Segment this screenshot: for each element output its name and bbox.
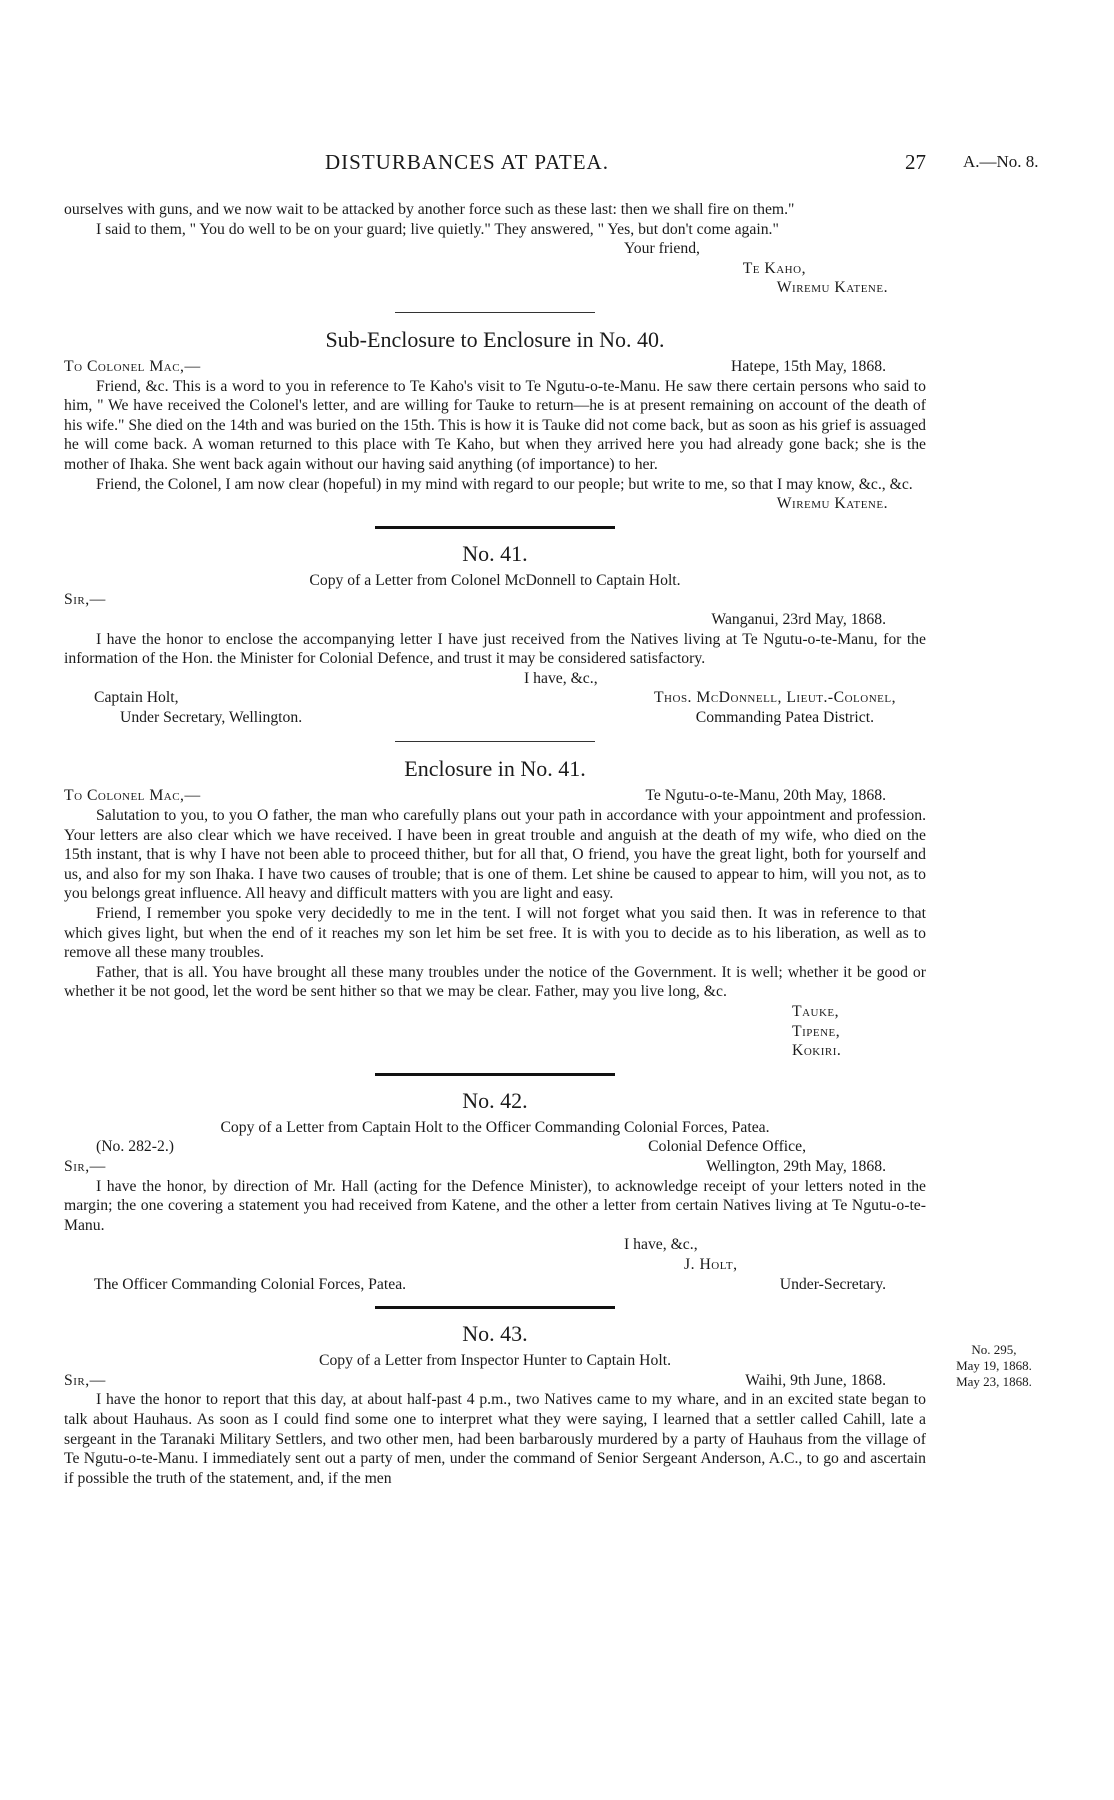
signature: Tipene, — [792, 1022, 841, 1040]
signature: Tauke, — [792, 1003, 840, 1020]
letter-subtitle: Copy of a Letter from Captain Holt to the Officer Commanding Colonial Forces, Patea. — [220, 1118, 770, 1136]
addressee-line: Captain Holt, — [94, 689, 179, 707]
signature: Thos. McDonnell, Lieut.-Colonel, — [653, 689, 896, 707]
signature: Te Kaho, — [742, 259, 806, 277]
letter-paragraph: I have the honor to report that this day, at about half-past 4 p.m., two Natives came to my whare, and in an excited state began to talk about Hauhaus. As soon as I could find some one to interpret what they were saying, I learned that a settler called Cahill, late a sergeant in the Taranaki Military Settlers, and two other men, had been barbarously murdered by a party of Hauhaus from the village of Te Ngutu-o-te-Manu. I immediately sent out a party of men, under the command of Senior Sergeant Anderson, A.C., to go and ascertain if possible the truth of the statement, and, if the men — [64, 1391, 926, 1487]
running-title: DISTURBANCES AT PATEA. — [325, 150, 609, 174]
closing-line: I have, &c., — [624, 1236, 698, 1254]
signature: Wiremu Katene. — [776, 495, 888, 513]
letter-header-row — [64, 1137, 926, 1157]
signature-row — [64, 1275, 926, 1295]
salutation: Sir,— — [64, 1157, 106, 1175]
sender-title: Commanding Patea District. — [695, 708, 874, 726]
signature: Kokiri. — [792, 1042, 842, 1060]
signature-row — [64, 688, 926, 708]
salutation: Sir,— — [64, 591, 106, 609]
letter-paragraph: Father, that is all. You have brought all these many troubles under the notice of the Government. It is well; whether it be good or whether it be not good, let the word be sent hither so that we may be clear. Father, may you live long, &c. — [64, 963, 926, 1001]
letter-number-heading: No. 41. — [462, 540, 528, 566]
page-number: 27 — [905, 150, 926, 174]
place-date: Te Ngutu-o-te-Manu, 20th May, 1868. — [645, 787, 886, 805]
addressee-line: Under Secretary, Wellington. — [120, 708, 303, 726]
letter-paragraph: Salutation to you, to you O father, the man who carefully plans out your path in accordance with your appointment and profession. Your letters are also clear which we have received. I have been in great trouble and anguish at the death of my wife, who died on the 15th instant, that is why I have not been able to proceed thither, but for all that, O friend, you have the great light, both for yourself and us, and also for my son Ihaka. I have two causes of trouble; that is one of them. Let shine be caused to appear to him, will you not, as to you belongs great influence. All heavy and difficult matters with you are light and easy. — [64, 807, 926, 903]
sender-title: Under-Secretary. — [779, 1275, 886, 1293]
letter-number-heading: No. 42. — [462, 1087, 528, 1113]
letter-header-row — [64, 1157, 926, 1177]
letter-paragraph: Friend, the Colonel, I am now clear (hopeful) in my mind with regard to our people; but write to me, so that I may know, &c., &c. — [96, 475, 913, 493]
continuation-paragraph: I said to them, " You do well to be on your guard; live quietly." They answered, " Yes, but don't come again." — [96, 220, 779, 238]
office-line: Colonial Defence Office, — [648, 1138, 806, 1156]
letter-paragraph: I have the honor, by direction of Mr. Hall (acting for the Defence Minister), to acknowledge receipt of your letters noted in the margin; the one covering a statement you had received from Katene, and the other a letter from certain Natives living at Te Ngutu-o-te-Manu. — [64, 1177, 926, 1234]
letter-subtitle: Copy of a Letter from Inspector Hunter to Captain Holt. — [318, 1352, 671, 1370]
place-date: Wellington, 29th May, 1868. — [706, 1157, 886, 1175]
letter-header-row — [64, 786, 926, 806]
page-code: A.—No. 8. — [963, 152, 1039, 171]
addressee-line: The Officer Commanding Colonial Forces, Patea. — [94, 1275, 407, 1293]
signature: Wiremu Katene. — [776, 279, 888, 297]
letter-paragraph: Friend, I remember you spoke very decidedly to me in the tent. I will not forget what you said then. It was in reference to that which gives light, but when the end of it reaches my son let him be set free. It is with you to decide as to his liberation, as well as to remove all these many troubles. — [64, 905, 926, 962]
closing-line: Your friend, — [624, 240, 700, 258]
section-divider — [375, 526, 615, 529]
section-divider — [375, 1073, 615, 1076]
letter-header-row — [64, 357, 926, 377]
page-body — [64, 200, 926, 1488]
section-heading: Sub-Enclosure to Enclosure in No. 40. — [325, 326, 665, 352]
page-header — [0, 150, 1114, 180]
place-date: Hatepe, 15th May, 1868. — [731, 357, 886, 375]
place-date: Waihi, 9th June, 1868. — [745, 1371, 886, 1389]
reference-number: (No. 282-2.) — [96, 1138, 174, 1156]
salutation: Sir,— — [64, 1371, 106, 1389]
signature-row — [64, 708, 926, 728]
section-divider — [375, 1306, 615, 1309]
margin-note — [934, 1342, 1054, 1390]
section-divider — [395, 741, 595, 742]
letter-number-heading: No. 43. — [462, 1321, 528, 1347]
letter-paragraph: Friend, &c. This is a word to you in reference to Te Kaho's visit to Te Ngutu-o-te-Manu. He saw there certain persons who said to him, " We have received the Colonel's letter, and are willing for Tauke to return—he is at present remaining on account of the death of his wife." She died on the 14th and was buried on the 15th. This is how it is Tauke did not come back, but as soon as his grief is assuaged he will come back. A woman returned to this place with Te Kaho, but when they arrived here you had already gone back; she is the mother of Ihaka. She went back again without our having said anything (of importance) to her. — [64, 377, 926, 473]
place-date: Wanganui, 23rd May, 1868. — [711, 610, 886, 628]
margin-note-line: May 19, 1868. — [956, 1358, 1032, 1373]
margin-note-line: No. 295, — [971, 1342, 1017, 1357]
margin-note-line: May 23, 1868. — [956, 1374, 1032, 1389]
section-divider — [395, 312, 595, 313]
addressee-line: To Colonel Mac,— — [64, 787, 201, 805]
letter-paragraph: I have the honor to enclose the accompanying letter I have just received from the Natives living at Te Ngutu-o-te-Manu, for the information of the Hon. the Minister for Colonial Defence, and trust it may be considered satisfactory. — [64, 630, 926, 668]
signature: J. Holt, — [684, 1255, 738, 1273]
addressee-line: To Colonel Mac,— — [64, 357, 201, 375]
continuation-paragraph: ourselves with guns, and we now wait to be attacked by another force such as these last: then we shall fire on them." — [64, 201, 795, 218]
letter-subtitle: Copy of a Letter from Colonel McDonnell to Captain Holt. — [309, 571, 681, 589]
section-heading: Enclosure in No. 41. — [404, 756, 586, 782]
closing-line: I have, &c., — [524, 669, 598, 687]
